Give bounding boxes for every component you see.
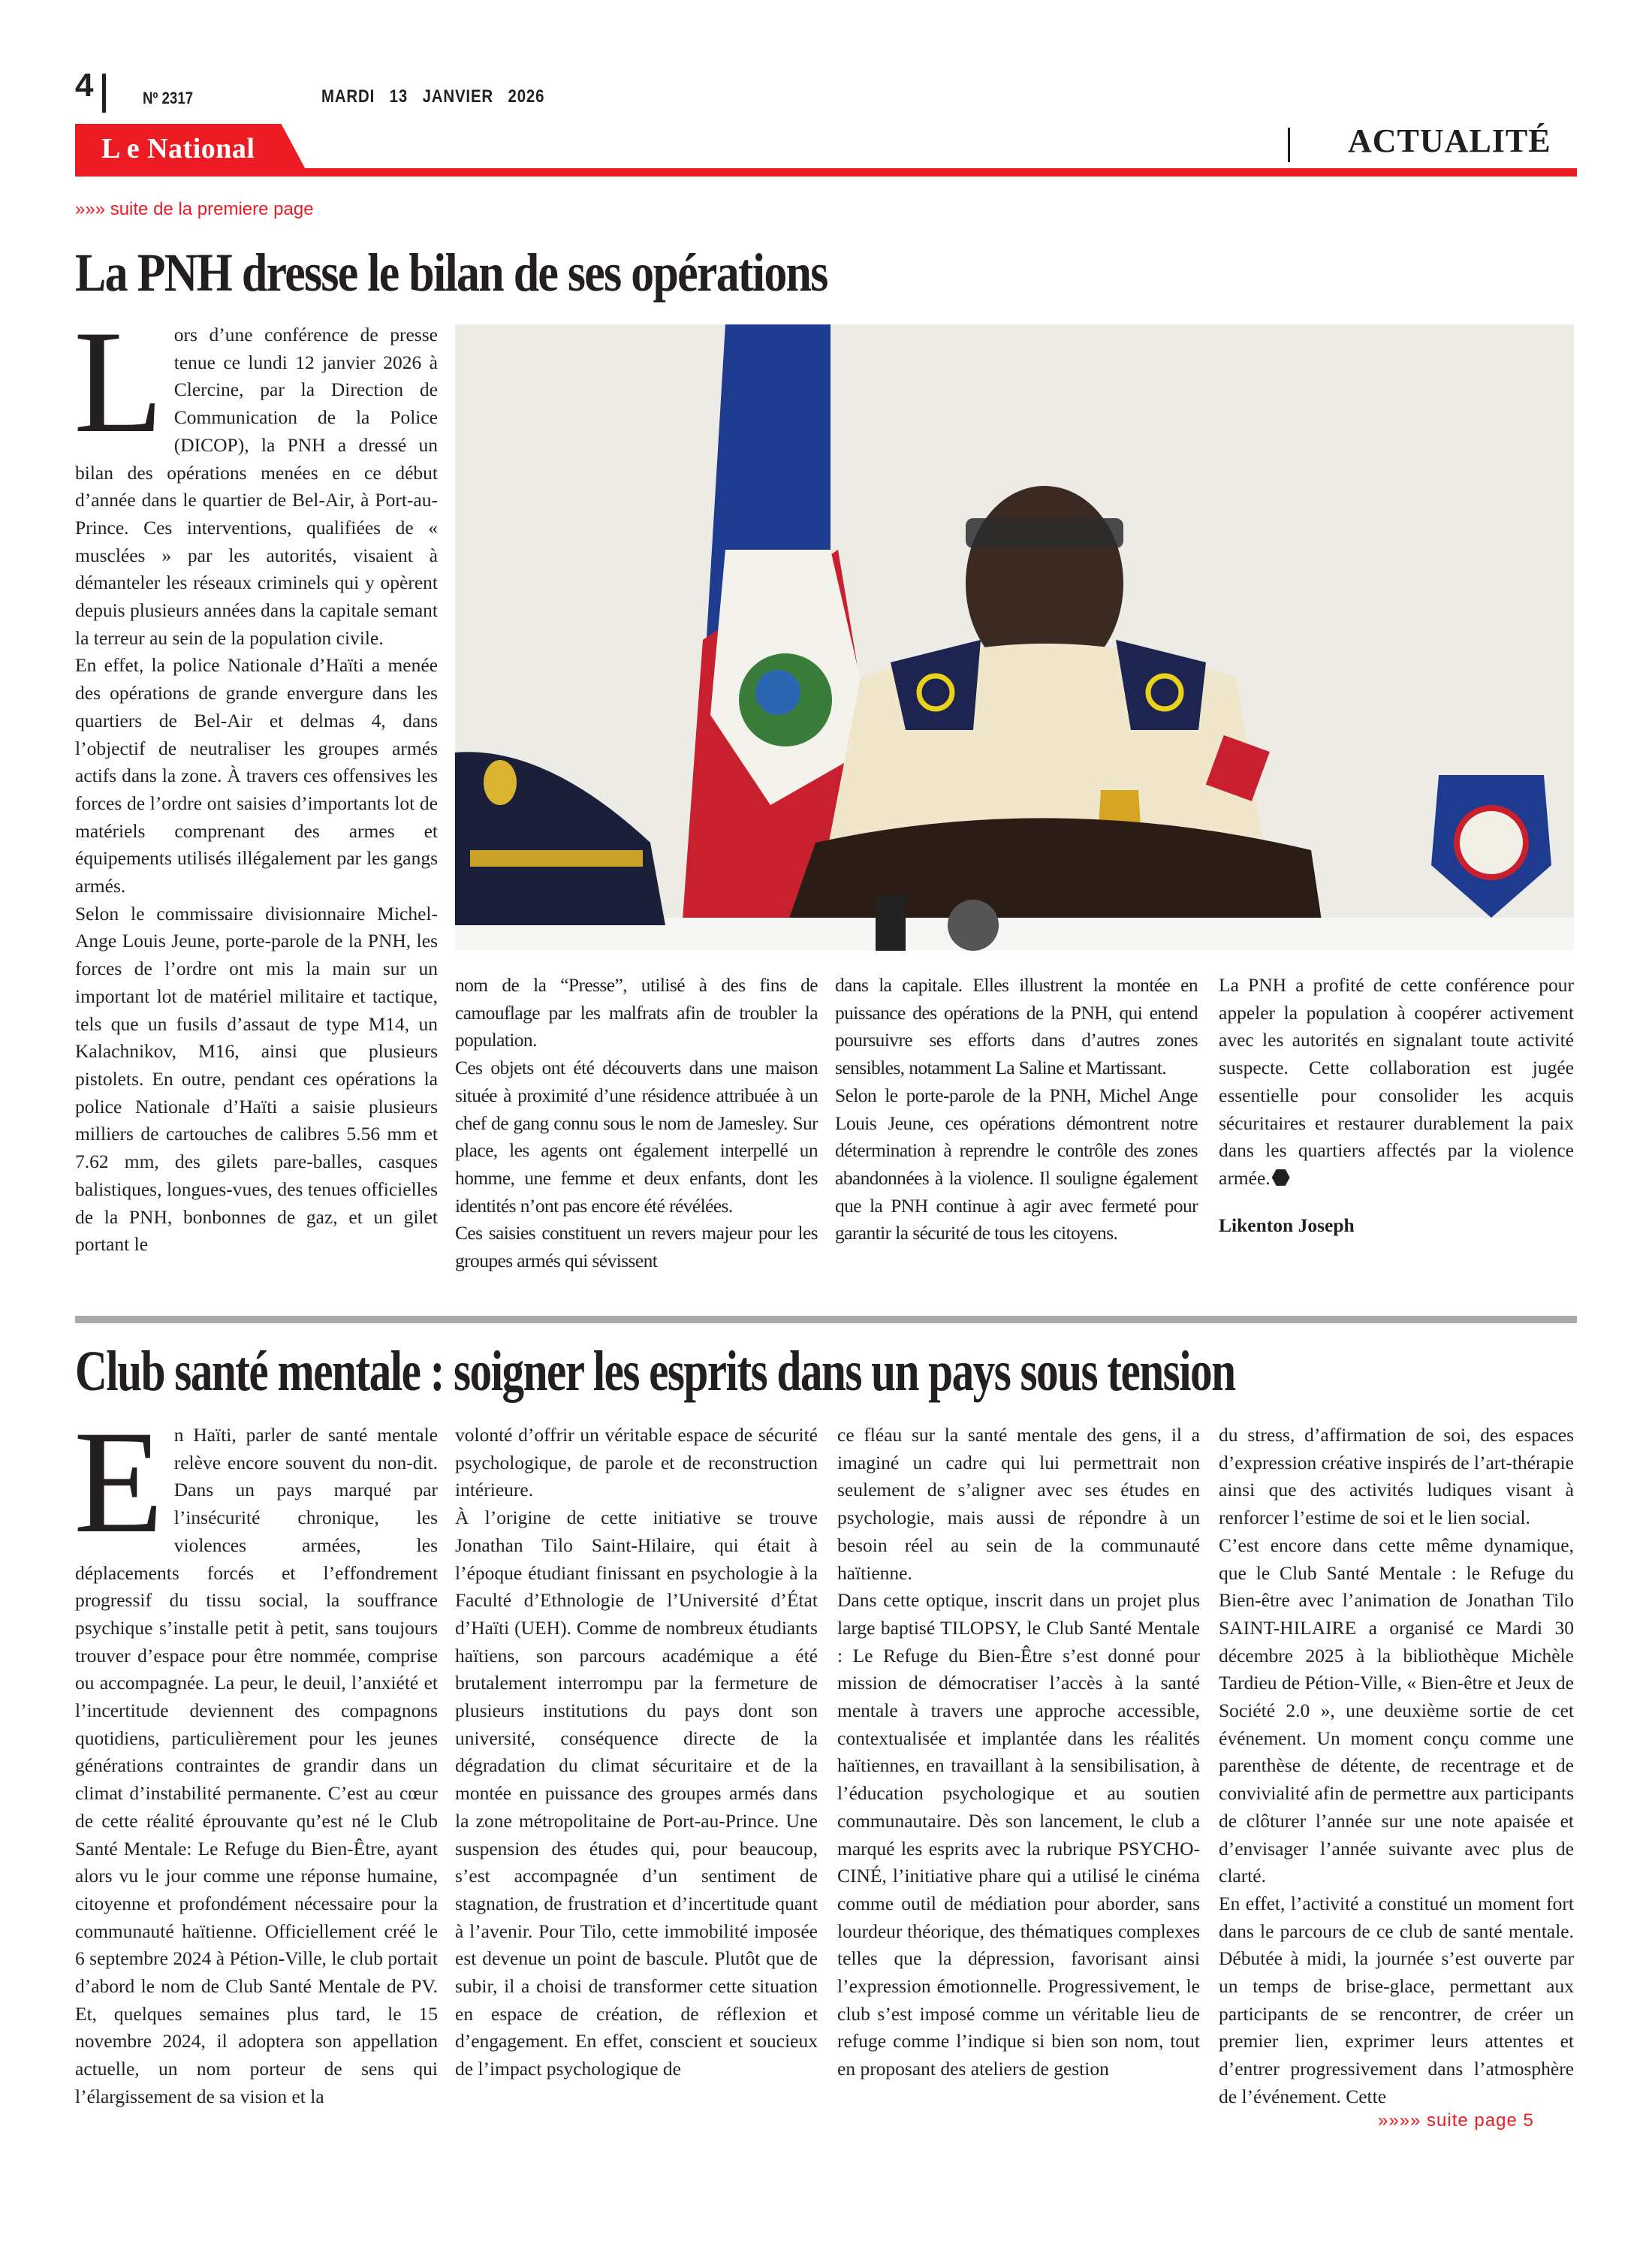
article-1-paragraph-6: Ces saisies constituent un revers majeur pour les groupes armés qui sévissent	[455, 1222, 818, 1272]
issue-number: Nº 2317	[143, 89, 194, 107]
brand-logo: L e National	[101, 133, 255, 164]
article-separator	[75, 1316, 1577, 1323]
continued-on-page-link[interactable]: »»»» suite page 5	[1378, 2110, 1534, 2131]
article-2-paragraph-2: volonté d’offrir un véritable espace de sécurité psychologique, de parole et de reconstruction intérieure.	[455, 1424, 818, 1501]
article-1-paragraph-8: Selon le porte-parole de la PNH, Michel Ange Louis Jeune, ces opérations démontrent notre détermination à reprendre le contrôle des zones abandonnées à la violence. Il souligne également que la PNH continue à agir avec fermeté pour garantir la sécurité de tous les citoyens.	[835, 1084, 1198, 1244]
drop-cap: L	[74, 300, 164, 463]
article-1-paragraph-1: Lors d’une conférence de presse tenue ce lundi 12 janvier 2026 à Clercine, par la Direction de Communication de la Police (DICOP), la PNH a dressé un bilan des opérations menées en ce début d’année dans le quartier de Bel-Air, à Port-au-Prince. Ces interventions, qualifiées de « musclées » par les autorités, visaient à démanteler les réseaux criminels qui y opèrent depuis plusieurs années dans la capitale semant la terreur au sein de la population civile.	[74, 300, 438, 649]
article-1-column-2	[455, 972, 818, 1275]
article-1-paragraph-7: dans la capitale. Elles illustrent la montée en puissance des opérations de la PNH, qui entend poursuivre ses efforts dans d’autres zones sensibles, notamment La Saline et Martissant.	[835, 974, 1198, 1079]
article-2-column-3	[837, 1422, 1200, 2083]
article-2-column-1	[74, 1401, 438, 2111]
pnh-logo-emblem	[1457, 808, 1526, 877]
article-2-paragraph-4: ce fléau sur la santé mentale des gens, il a imaginé un cadre qui lui permettrait non seulement de s’aligner avec ses études en psychologie, mais aussi de répondre à un besoin réel au sein de la communauté haïtienne.	[837, 1424, 1200, 1584]
article-2-paragraph-6: du stress, d’affirmation de soi, des espaces d’expression créative inspirés de l’art-thérapie ainsi que des activités ludiques visant à renforcer l’estime de soi et le lien social.	[1219, 1424, 1574, 1529]
article-1-column-3	[835, 972, 1198, 1247]
microphone	[876, 895, 906, 951]
cap-braid	[470, 850, 643, 867]
end-of-article-icon	[1272, 1169, 1290, 1186]
article-1-photo	[455, 324, 1574, 951]
article-1-headline: La PNH dresse le bilan de ses opérations	[75, 243, 828, 303]
cap-emblem	[484, 760, 517, 805]
article-1-column-4	[1219, 972, 1574, 1239]
coat-of-arms-detail	[755, 670, 800, 715]
article-2-column-2	[455, 1422, 818, 2083]
article-2-paragraph-1: En Haïti, parler de santé mentale relève encore souvent du non-dit. Dans un pays marqué par l’insécurité chronique, les violences armées, les déplacements forcés et l’effondrement progressif du tissu social, la souffrance psychique s’installe petit à petit, sans toujours trouver d’espace pour être nommée, comprise ou accompagnée. La peur, le deuil, l’anxiété et l’incertitude deviennent des compagnons quotidiens, particulièrement pour les jeunes générations contraintes de grandir dans un climat d’instabilité permanente. C’est au cœur de cette réalité éprouvante qu’est né le Club Santé Mentale: Le Refuge du Bien-Être, ayant alors vu le jour comme une réponse humaine, citoyenne et profondément nécessaire pour la communauté haïtienne. Officiellement créé le 6 septembre 2024 à Pétion-Ville, le club portait d’abord le nom de Club Santé Mentale de PV. Et, quelques semaines plus tard, le 15 novembre 2024, il adoptera son appellation actuelle, un nom porteur de sens qui l’élargissement de sa vision et la	[74, 1401, 438, 2107]
article-1-byline: Likenton Joseph	[1219, 1214, 1355, 1236]
article-2-column-4	[1219, 1422, 1574, 2111]
section-label: ACTUALITÉ	[1348, 122, 1551, 159]
microphone-head	[948, 900, 999, 951]
article-2-paragraph-8: En effet, l’activité a constitué un moment fort dans le parcours de ce club de santé mentale. Débutée à midi, la journée s’est ouverte par un temps de brise-glace, permettant aux participants de se rencontrer, de créer un premier lien, exprimer leurs attentes et d’entrer progressivement dans l’atmosphère de l’événement. Cette	[1219, 1892, 1574, 2107]
article-1-paragraph-5: Ces objets ont été découverts dans une maison située à proximité d’une résidence attribuée à un chef de gang connu sous le nom de Jamesley. Sur place, les agents ont également interpellé un homme, une femme et deux enfants, dont les identités n’ont pas encore été révélées.	[455, 1057, 818, 1217]
article-1-paragraph-3: Selon le commissaire divisionnaire Michel-Ange Louis Jeune, porte-parole de la PNH, les forces de l’ordre ont mis la main sur un important lot de matériel militaire et tactique, tels que un fusils d’assaut de type M14, un Kalachnikov, M16, ainsi que plusieurs pistolets. En outre, pendant ces opérations la police Nationale d’Haïti a saisie plusieurs milliers de cartouches de calibres 5.56 mm et 7.62 mm, des gilets pare-balles, casques balistiques, longues-vues, des tenues officielles de la PNH, bonbonnes de gaz, et un gilet portant le	[75, 902, 438, 1256]
article-1-paragraph-2: En effet, la police Nationale d’Haïti a menée des opérations de grande envergure dans les quartiers de Bel-Air et delmas 4, dans l’objectif de neutraliser les groupes armés actifs dans la zone. À travers ces offensives les forces de l’ordre ont saisies d’importants lot de matériels comprenant des armes et équipements utilisés illégalement par les gangs armés.	[75, 654, 438, 897]
page-number: 4	[75, 67, 94, 104]
article-1-paragraph-9: La PNH a profité de cette conférence pour appeler la population à coopérer activement avec les autorités en signalant toute activité suspecte. Cette collaboration est jugée essentielle pour consolider les acquis sécuritaires et restaurer durablement la paix dans les quartiers affectés par la violence armée.	[1219, 974, 1574, 1189]
officer-glasses	[966, 518, 1123, 548]
article-2-paragraph-3: À l’origine de cette initiative se trouve Jonathan Tilo Saint-Hilaire, qui était à l’époque étudiant finissant en psychologie à la Faculté d’Ethnologie de l’Université d’État d’Haïti (UEH). Comme de nombreux étudiants haïtiens, son parcours académique a été brutalement interrompu par la fermeture de plusieurs institutions du pays dont son université, conséquence directe de la dégradation du climat sécuritaire et de la montée en puissance des groupes armés dans la zone métropolitaine de Port-au-Prince. Une suspension des études qui, pour beaucoup, s’est accompagnée d’un sentiment de stagnation, de frustration et d’incertitude quant à l’avenir. Pour Tilo, cette immobilité imposée est devenue un point de bascule. Plutôt que de subir, il a choisi de transformer cette situation en espace de création, de réflexion et d’engagement. En effet, conscient et soucieux de l’impact psychologique de	[455, 1507, 818, 2080]
header-rule	[75, 168, 1577, 176]
section-divider	[1288, 128, 1290, 162]
article-2-paragraph-5: Dans cette optique, inscrit dans un projet plus large baptisé TILOPSY, le Club Santé Mentale : Le Refuge du Bien-Être s’est donné pour mission de démocratiser l’accès à la santé mentale à travers une approche accessible, contextualisée et implantée dans les réalités haïtiennes, en travaillant à la sensibilisation, à l’éducation psychologique et au soutien communautaire. Dès son lancement, le club a marqué les esprits avec la rubrique PSYCHO-CINÉ, l’initiative phare qui a utilisé le cinéma comme outil de médiation pour aborder, sans lourdeur théorique, des thématiques complexes telles que la dépression, favorisant ainsi l’expression émotionnelle. Progressivement, le club s’est imposé comme un véritable lieu de refuge comme l’indique si bien son nom, tout en proposant des ateliers de gestion	[837, 1589, 1200, 2080]
press-conference-image	[455, 324, 1574, 951]
article-2-paragraph-7: C’est encore dans cette même dynamique, que le Club Santé Mentale : le Refuge du Bien-être avec l’animation de Jonathan Tilo SAINT-HILAIRE a organisé ce Mardi 30 décembre 2025 à la bibliothèque Michèle Tardieu de Pétion-Ville, « Bien-être et Jeux de Société 2.0 », une deuxième sortie de cet événement. Un moment conçu comme une parenthèse de détente, de recentrage et de convivialité afin de permettre aux participants de clôturer l’année sur une note apaisée et d’envisager l’année suivante avec plus de clarté.	[1219, 1534, 1574, 1887]
article-1-paragraph-4: nom de la “Presse”, utilisé à des fins de camouflage par les malfrats afin de troubler la population.	[455, 974, 818, 1051]
drop-cap: E	[74, 1401, 164, 1564]
page-number-divider	[102, 74, 106, 113]
continued-from-label: »»» suite de la premiere page	[75, 199, 314, 219]
article-2-headline: Club santé mentale : soigner les esprits dans un pays sous tension	[75, 1340, 1235, 1403]
issue-date: MARDI 13 JANVIER 2026	[321, 86, 545, 107]
article-1-column-1	[74, 300, 438, 1259]
